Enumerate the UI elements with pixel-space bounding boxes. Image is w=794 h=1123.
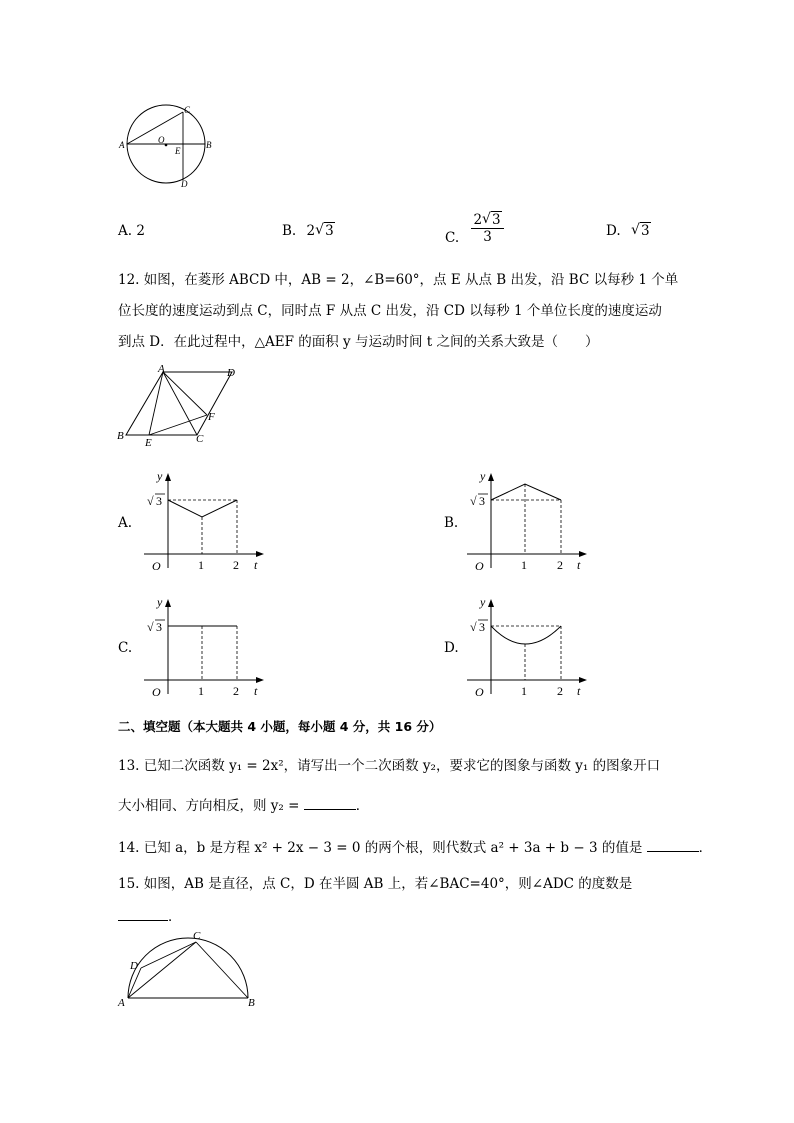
q12-text-line3: 到点 D．在此过程中，△AEF 的面积 y 与运动时间 t 之间的关系大致是（ ） <box>118 334 599 350</box>
q13-line1 <box>118 754 660 774</box>
q11-option-c-radicand: 3 <box>492 212 501 228</box>
q11-label-b: B <box>206 140 212 150</box>
q14-number: 14. <box>118 840 140 856</box>
q12-d-axis-t: t <box>577 684 581 698</box>
q11-option-a <box>118 223 145 239</box>
q12-a-origin: O <box>152 559 161 573</box>
q12-label-e: E <box>145 437 152 449</box>
q12-line3 <box>118 330 598 350</box>
q11-label-a: A <box>119 140 125 150</box>
q12-b-tick-1: 1 <box>521 558 527 572</box>
q11-option-c-denominator: 3 <box>483 229 492 245</box>
q12-a-axis-y: y <box>157 469 163 483</box>
q12-c-sqrt-symbol: √ <box>147 620 154 634</box>
q12-d-axis-y: y <box>480 595 486 609</box>
q11-option-d-sqrt: √ 3 <box>630 222 650 239</box>
q12-b-sqrt-symbol: √ <box>470 494 477 508</box>
q11-circle-figure <box>118 100 222 192</box>
q11-option-c-coef: 2 <box>473 212 483 228</box>
q12-b-axis-y: y <box>480 469 486 483</box>
q12-a-axis-t: t <box>254 558 258 572</box>
q11-label-e: E <box>175 146 181 156</box>
q15-text-line1: 如图，AB 是直径，点 C，D 在半圆 AB 上，若∠BAC=40°，则∠ADC 的度数是 <box>143 876 633 892</box>
q12-label-b: B <box>117 430 124 442</box>
q12-line1 <box>118 268 678 288</box>
q15-answer-blank[interactable] <box>118 920 168 921</box>
q12-d-tick-2: 2 <box>557 684 563 698</box>
q11-option-c-fraction: 2 √ 3 3 <box>471 212 503 245</box>
q11-option-d-letter: D. <box>606 223 621 239</box>
q12-a-sqrt-symbol: √ <box>147 494 154 508</box>
q12-a-tick-1: 1 <box>198 558 204 572</box>
q11-option-d-radicand: 3 <box>640 223 650 239</box>
q11-option-a-value: 2 <box>136 223 145 239</box>
q12-c-sqrt-value: 3 <box>156 620 162 634</box>
section-2-heading: 二、填空题（本大题共 4 小题，每小题 4 分，共 16 分） <box>118 719 442 734</box>
q12-option-b-label: B. <box>444 515 459 531</box>
q15-end: ． <box>168 909 182 925</box>
q11-label-d: D <box>181 179 188 189</box>
q11-option-b <box>282 223 335 239</box>
q12-b-axis-t: t <box>577 558 581 572</box>
q14-line <box>118 836 712 856</box>
q11-option-b-coef: 2 <box>306 223 316 239</box>
q12-a-tick-2: 2 <box>233 558 239 572</box>
q15-label-b: B <box>248 997 255 1009</box>
q13-line2 <box>118 794 369 814</box>
q12-label-d: D <box>227 367 235 379</box>
q12-b-sqrt-value: 3 <box>479 494 485 508</box>
q12-option-c-label: C. <box>118 640 133 656</box>
q12-option-a-label: A. <box>118 515 133 531</box>
q12-label-c: C <box>196 433 204 445</box>
q15-label-d: D <box>130 960 138 972</box>
q11-option-b-letter: B. <box>282 223 297 239</box>
q13-number: 13. <box>118 758 140 774</box>
q12-a-sqrt-value: 3 <box>156 494 162 508</box>
q12-d-origin: O <box>475 685 484 699</box>
q12-graph-c <box>140 594 270 702</box>
q12-rhombus-figure <box>116 363 246 449</box>
q14-answer-blank[interactable] <box>647 851 699 852</box>
q12-c-tick-2: 2 <box>233 684 239 698</box>
q12-option-d-label: D. <box>444 640 459 656</box>
q13-end: ． <box>355 798 370 814</box>
q13-answer-blank[interactable] <box>304 809 356 810</box>
q14-end: ． <box>698 840 713 856</box>
q14-text: 已知 a，b 是方程 x² + 2x − 3 = 0 的两个根，则代数式 a² + 3a + b − 3 的值是 <box>143 840 643 856</box>
q12-label-a: A <box>158 363 165 375</box>
q15-label-a: A <box>118 997 125 1009</box>
q12-d-sqrt-value: 3 <box>479 620 485 634</box>
q11-option-d <box>606 223 651 239</box>
q12-graph-b <box>463 468 593 576</box>
q12-number: 12. <box>118 272 140 288</box>
q11-option-c <box>445 212 504 245</box>
q13-text-line2: 大小相同、方向相反，则 y₂ = <box>118 798 300 814</box>
q11-option-b-radicand: 3 <box>325 223 334 239</box>
q13-text-line1: 已知二次函数 y₁ = 2x²，请写出一个二次函数 y₂，要求它的图象与函数 y₁ 的图象开口 <box>143 758 661 774</box>
q12-graph-d <box>463 594 593 702</box>
q12-d-sqrt-symbol: √ <box>470 620 477 634</box>
q12-text-line1: 如图，在菱形 ABCD 中，AB = 2，∠B=60°，点 E 从点 B 出发，沿 BC 以每秒 1 个单 <box>143 272 679 288</box>
q12-text-line2: 位长度的速度运动到点 C，同时点 F 从点 C 出发，沿 CD 以每秒 1 个单位长度的速度运动 <box>118 303 662 319</box>
q11-option-b-sqrt: √ 3 <box>315 222 334 239</box>
q12-line2 <box>118 299 662 319</box>
q15-semicircle-figure <box>116 928 266 1010</box>
q12-c-axis-t: t <box>254 684 258 698</box>
q12-b-tick-2: 2 <box>557 558 563 572</box>
q12-c-origin: O <box>152 685 161 699</box>
q12-b-origin: O <box>475 559 484 573</box>
q12-d-tick-1: 1 <box>521 684 527 698</box>
q12-c-axis-y: y <box>157 595 163 609</box>
q15-label-c: C <box>193 930 201 942</box>
q15-line1 <box>118 872 632 892</box>
q11-label-o: O <box>158 135 165 145</box>
q12-label-f: F <box>208 411 215 423</box>
q15-line2 <box>118 905 182 925</box>
q11-option-c-letter: C. <box>445 230 460 246</box>
q12-graph-a <box>140 468 270 576</box>
q11-label-c: C <box>184 105 191 115</box>
q11-option-a-letter: A. <box>118 223 133 239</box>
q12-c-tick-1: 1 <box>198 684 204 698</box>
q15-number: 15. <box>118 876 140 892</box>
